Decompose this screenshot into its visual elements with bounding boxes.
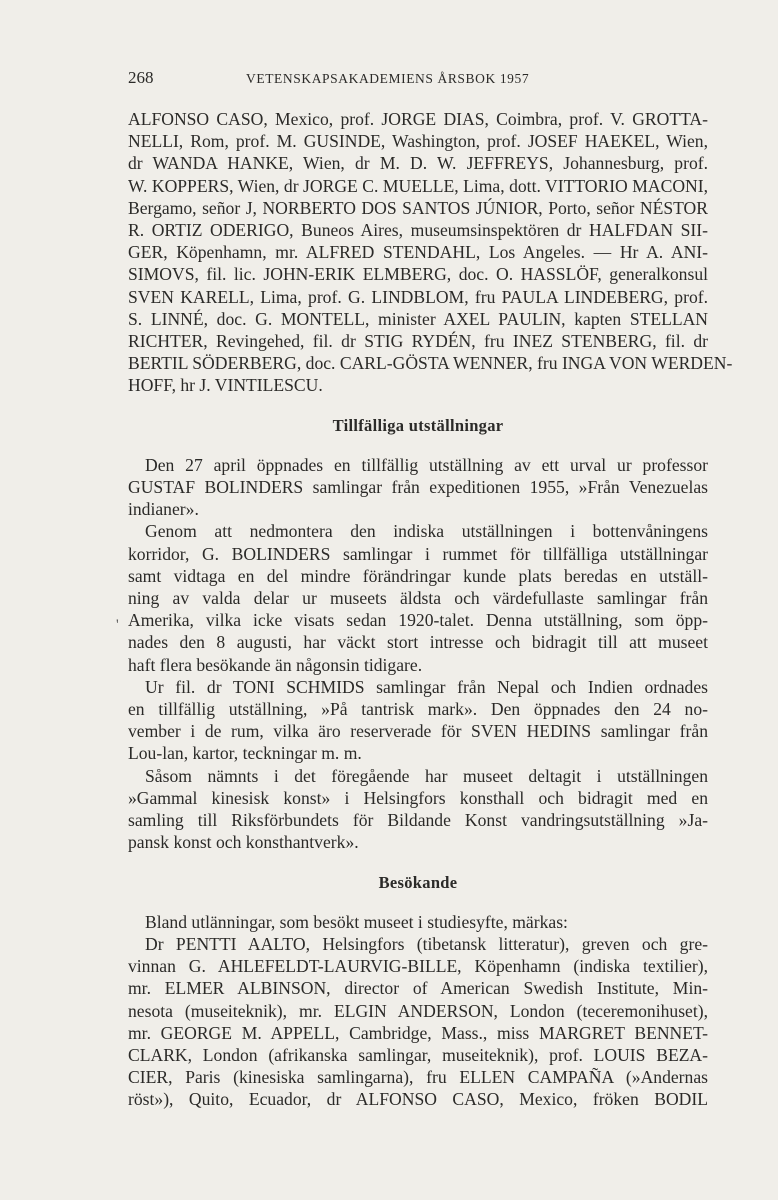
text-line: Ur fil. dr TONI SCHMIDS samlingar från Nepal och Indien ordnades (145, 676, 708, 697)
page-number: 268 (128, 68, 154, 87)
text-line: Bland utlänningar, som besökt museet i studiesyfte, märkas: (145, 911, 568, 932)
text-line: vember i de rum, vilka äro reserverade för SVEN HEDINS samlingar från (128, 721, 708, 742)
text-line: S. LINNÉ, doc. G. MONTELL, minister AXEL PAULIN, kapten STELLAN (128, 308, 708, 329)
text-line: GUSTAF BOLINDERS samlingar från expeditionen 1955, »Från Venezuelas (128, 477, 708, 498)
body-text (128, 108, 733, 1111)
text-line: RICHTER, Revingehed, fil. dr STIG RYDÉN, fru INEZ STENBERG, fil. dr (128, 331, 708, 352)
text-line: mr. GEORGE M. APPELL, Cambridge, Mass., miss MARGRET BENNET- (128, 1022, 708, 1043)
text-line: nesota (museiteknik), mr. ELGIN ANDERSON, London (teceremonihuset), (128, 1000, 708, 1021)
text-line: SIMOVS, fil. lic. JOHN-ERIK ELMBERG, doc. O. HASSLÖF, generalkonsul (128, 264, 708, 285)
text-line: pansk konst och konsthantverk». (128, 832, 359, 853)
text-line: NELLI, Rom, prof. M. GUSINDE, Washington, prof. JOSEF HAEKEL, Wien, (128, 131, 708, 152)
text-line: Genom att nedmontera den indiska utställningen i bottenvåningens (145, 521, 708, 542)
text-line: samt vidtaga en del mindre förändringar kunde plats beredas en utställ- (128, 565, 708, 586)
text-line: R. ORTIZ ODERIGO, Buneos Aires, museumsinspektören dr HALFDAN SII- (128, 220, 708, 241)
text-line: Lou-lan, kartor, teckningar m. m. (128, 743, 362, 764)
section-heading: Besökande (378, 872, 458, 892)
text-line: ning av valda delar ur museets äldsta och värdefullaste samlingar från (128, 588, 708, 609)
text-line: »Gammal kinesisk konst» i Helsingfors konsthall och bidragit med en (128, 787, 708, 808)
page-header (128, 68, 708, 108)
text-line: mr. ELMER ALBINSON, director of American Swedish Institute, Min- (128, 978, 708, 999)
text-line: indianer». (128, 499, 199, 520)
text-line: BERTIL SÖDERBERG, doc. CARL-GÖSTA WENNER, fru INGA VON WERDEN- (128, 353, 733, 374)
section-paragraph (128, 520, 708, 675)
text-line: samling till Riksförbundets för Bildande Konst vandringsutställning »Ja- (128, 810, 708, 831)
intro-paragraph (128, 108, 733, 397)
text-line: Den 27 april öppnades en tillfällig utställning av ett urval ur professor (145, 454, 708, 475)
running-title: VETENSKAPSAKADEMIENS ÅRSBOK 1957 (246, 71, 530, 86)
section-paragraph (128, 454, 708, 521)
text-line: HOFF, hr J. VINTILESCU. (128, 375, 323, 396)
section-paragraph (128, 676, 708, 765)
text-line: nades den 8 augusti, har väckt stort intresse och bidragit till att museet (128, 632, 708, 653)
section-heading: Tillfälliga utställningar (332, 415, 504, 435)
text-line: SVEN KARELL, Lima, prof. G. LINDBLOM, fru PAULA LINDEBERG, prof. (128, 286, 708, 307)
text-line: Dr PENTTI AALTO, Helsingfors (tibetansk litteratur), greven och gre- (145, 933, 708, 954)
text-line: Bergamo, señor J, NORBERTO DOS SANTOS JÚNIOR, Porto, señor NÉSTOR (128, 197, 708, 218)
text-line: haft flera besökande än någonsin tidigare. (128, 654, 423, 675)
text-line: ALFONSO CASO, Mexico, prof. JORGE DIAS, Coimbra, prof. V. GROTTA- (128, 109, 708, 129)
text-line: en tillfällig utställning, »På tantrisk mark». Den öppnades den 24 no- (128, 699, 708, 720)
text-line: W. KOPPERS, Wien, dr JORGE C. MUELLE, Lima, dott. VITTORIO MACONI, (128, 175, 708, 196)
text-line: CIER, Paris (kinesiska samlingarna), fru ELLEN CAMPAÑA (»Andernas (128, 1067, 708, 1088)
stray-mark: ' (116, 617, 119, 633)
text-line: GER, Köpenhamn, mr. ALFRED STENDAHL, Los Angeles. — Hr A. ANI- (128, 242, 708, 263)
section-paragraph (128, 933, 708, 1111)
text-line: korridor, G. BOLINDERS samlingar i rummet för tillfälliga utställningar (128, 543, 708, 564)
text-line: Såsom nämnts i det föregående har museet deltagit i utställningen (145, 765, 708, 786)
text-line: CLARK, London (afrikanska samlingar, museiteknik), prof. LOUIS BEZA- (128, 1044, 708, 1065)
section-paragraph (128, 765, 708, 854)
text-line: vinnan G. AHLEFELDT-LAURVIG-BILLE, Köpenhamn (indiska textilier), (128, 956, 708, 977)
text-line: dr WANDA HANKE, Wien, dr M. D. W. JEFFREYS, Johannesburg, prof. (128, 153, 708, 174)
text-line: Amerika, vilka icke visats sedan 1920-talet. Denna utställning, som öpp- (128, 610, 708, 631)
section-paragraph (128, 911, 708, 933)
text-line: röst»), Quito, Ecuador, dr ALFONSO CASO, Mexico, fröken BODIL (128, 1089, 708, 1110)
